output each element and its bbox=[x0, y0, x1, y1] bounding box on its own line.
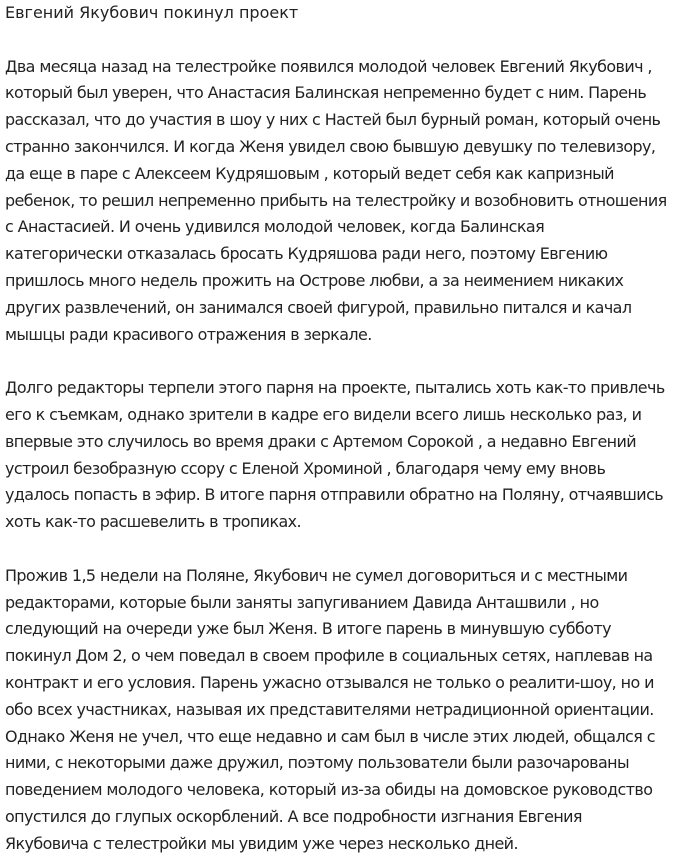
text-line: покинул Дом 2, о чем поведал в своем профиле в социальных сетях, наплевав на bbox=[5, 646, 653, 666]
text-line: поведением молодого человека, который из-за обиды на домовское руководство bbox=[5, 780, 653, 800]
text-line: Прожив 1,5 недели на Поляне, Якубович не сумел договориться и с местными bbox=[5, 565, 628, 585]
text-line: категорически отказалась бросать Кудряшова ради него, поэтому Евгению bbox=[5, 244, 608, 264]
text-line: контракт и его условия. Парень ужасно отзывался не только о реалити-шоу, но и bbox=[5, 672, 654, 692]
paragraph-1 bbox=[5, 54, 695, 349]
article bbox=[5, 0, 695, 858]
text-line: Якубовича с телестройки мы увидим уже через несколько дней. bbox=[5, 833, 518, 853]
text-line: рассказал, что до участия в шоу у них с Настей был бурный роман, который очень bbox=[5, 110, 661, 130]
text-line: его к съемкам, однако зрители в кадре его видели всего лишь несколько раз, и bbox=[5, 404, 642, 424]
text-line: впервые это случилось во время драки с Артемом Сорокой , а недавно Евгений bbox=[5, 431, 637, 451]
text-line: Два месяца назад на телестройке появился молодой человек Евгений Якубович , bbox=[5, 56, 652, 76]
text-line: других развлечений, он занимался своей фигурой, правильно питался и качал bbox=[5, 297, 632, 317]
text-line: ними, с некоторыми даже дружил, поэтому пользователи были разочарованы bbox=[5, 753, 629, 773]
text-line: редакторами, которые были заняты запугиванием Давида Анташвили , но bbox=[5, 592, 599, 612]
article-title: Евгений Якубович покинул проект bbox=[5, 3, 299, 22]
text-line: с Анастасией. И очень удивился молодой человек, когда Балинская bbox=[5, 217, 545, 237]
paragraph-3 bbox=[5, 563, 695, 858]
text-line: странно закончился. И когда Женя увидел свою бывшую девушку по телевизору, bbox=[5, 136, 656, 156]
text-line: который был уверен, что Анастасия Балинская непременно будет с ним. Парень bbox=[5, 83, 647, 103]
text-line: удалось попасть в эфир. В итоге парня отправили обратно на Поляну, отчаявшись bbox=[5, 485, 664, 505]
paragraph-spacer bbox=[5, 27, 695, 54]
text-line: Однако Женя не учел, что еще недавно и сам был в числе этих людей, общался с bbox=[5, 726, 655, 746]
text-line: опустился до глупых оскорблений. А все подробности изгнания Евгения bbox=[5, 806, 582, 826]
text-line: ребенок, то решил непременно прибыть на телестройку и возобновить отношения bbox=[5, 190, 667, 210]
paragraph-spacer bbox=[5, 536, 695, 563]
paragraph-2 bbox=[5, 375, 695, 536]
text-line: пришлось много недель прожить на Острове любви, а за неимением никаких bbox=[5, 270, 624, 290]
text-line: следующий на очереди уже был Женя. В итоге парень в минувшую субботу bbox=[5, 619, 611, 639]
text-line: мышцы ради красивого отражения в зеркале. bbox=[5, 324, 372, 344]
text-line: обо всех участниках, называя их представителями нетрадиционной ориентации. bbox=[5, 699, 654, 719]
text-line: Долго редакторы терпели этого парня на проекте, пытались хоть как-то привлечь bbox=[5, 378, 665, 398]
text-line: да еще в паре с Алексеем Кудряшовым , который ведет себя как капризный bbox=[5, 163, 614, 183]
text-line: хоть как-то расшевелить в тропиках. bbox=[5, 512, 301, 532]
text-line: устроил безобразную ссору с Еленой Хроминой , благодаря чему ему вновь bbox=[5, 458, 606, 478]
paragraph-spacer bbox=[5, 348, 695, 375]
